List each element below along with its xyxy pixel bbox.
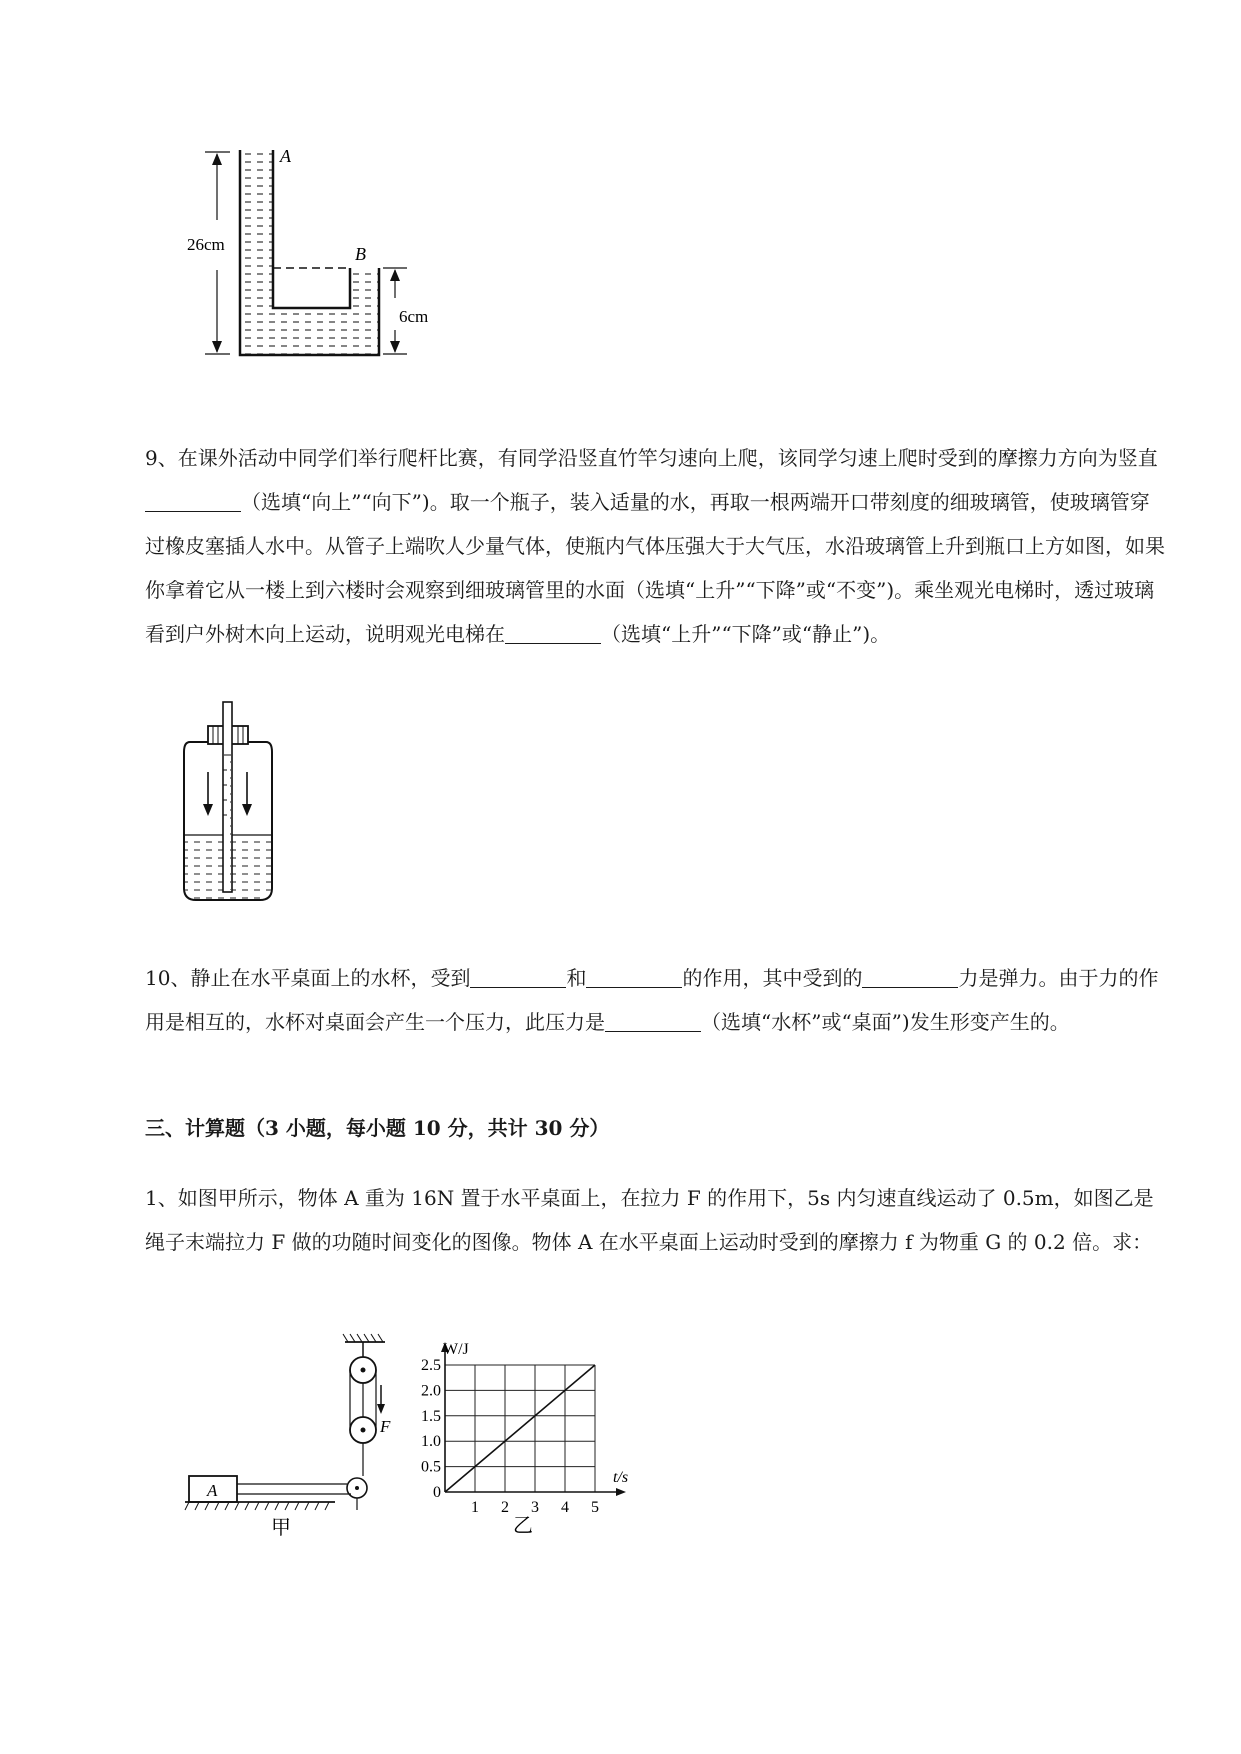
- x-tick-label: 4: [561, 1499, 569, 1516]
- calc-question-1: [145, 1176, 1165, 1264]
- section-3-title: 三、计算题（3 小题，每小题 10 分，共计 30 分）: [145, 1116, 610, 1140]
- work-time-chart: [395, 1340, 635, 1540]
- q9-blank-2: [505, 621, 601, 644]
- x-axis-arrow: [616, 1488, 626, 1496]
- q9-text-2: （选填“向上”“向下”)。取一个瓶子，装入适量的水，再取一根两端开口带刻度的细玻璃管，使玻璃管穿过橡皮塞插人水中。从管子上端吹人少量气体，使瓶内气体压强大于大气压，水沿玻璃管上升到瓶口上方如图，如果你拿着它从一楼上到六楼时会观察到细玻璃管里的水面: [145, 490, 1165, 602]
- y-tick-label: 1.5: [421, 1407, 441, 1425]
- q10-text-4: 力是弹力。由于力的作用是相互的，水杯对桌面会产生一个压力，此压力是: [145, 966, 1159, 1034]
- q10-text-2: 和: [566, 966, 587, 990]
- chart-x-axis-label: t/s: [613, 1469, 629, 1486]
- x-tick-label: 1: [471, 1499, 479, 1516]
- label-6cm: 6cm: [399, 307, 429, 326]
- q10-text-1: 10、静止在水平桌面上的水杯，受到: [145, 966, 471, 990]
- bottle-figure: [180, 710, 280, 910]
- q10-blank-3: [862, 965, 958, 988]
- label-26cm: 26cm: [187, 235, 225, 254]
- u-tube-figure: [187, 146, 465, 405]
- y-tick-label: 2.0: [421, 1382, 441, 1400]
- y-tick-label: 2.5: [421, 1357, 441, 1374]
- chart-y-axis-label: W/J: [443, 1341, 469, 1358]
- q9-blank-1: [145, 489, 241, 512]
- q9-text-1: 9、在课外活动中同学们举行爬杆比赛，有同学沿竖直竹竿匀速向上爬，该同学匀速上爬时受到的摩擦力方向为竖直: [145, 446, 1158, 470]
- calc-q1-text: 1、如图甲所示，物体 A 重为 16N 置于水平桌面上，在拉力 F 的作用下，5s 内匀速直线运动了 0.5m，如图乙是绳子末端拉力 F 做的功随时间变化的图像。物体 A 在水平桌面上运动时受到的摩擦力 f 为物重 G 的 0.2 倍。求：: [145, 1186, 1154, 1254]
- q10-text-3: 的作用，其中受到的: [682, 966, 863, 990]
- chart-series: [445, 1365, 595, 1492]
- x-tick-label: 2: [501, 1499, 509, 1516]
- y-tick-label: 0.5: [421, 1458, 441, 1476]
- section-3-heading: [145, 1106, 1165, 1150]
- label-b: B: [355, 244, 366, 264]
- question-9: [145, 436, 1165, 656]
- series-line: [445, 1365, 595, 1492]
- question-10: [145, 956, 1165, 1044]
- force-label: F: [380, 1417, 391, 1436]
- q10-blank-1: [470, 965, 566, 988]
- pulley-figure: [185, 1330, 391, 1540]
- figure-jia-caption: 甲: [271, 1517, 291, 1539]
- tube-inner-wall: [273, 150, 350, 308]
- q10-blank-4: [605, 1009, 701, 1032]
- chart-caption: 乙: [513, 1515, 533, 1537]
- q9-text-3: （选填“上升”“下降”或“不变”)。乘坐观光电梯时，透过玻璃看到户外树木向上运动，说明观光电梯在: [145, 578, 1155, 646]
- label-a: A: [280, 146, 291, 166]
- y-tick-label: 0: [433, 1484, 441, 1501]
- q10-text-5: （选填“水杯”或“桌面”)发生形变产生的。: [701, 1010, 1070, 1034]
- x-tick-label: 5: [591, 1499, 599, 1516]
- q9-text-4: （选填“上升”“下降”或“静止”)。: [601, 622, 891, 646]
- x-tick-label: 3: [531, 1499, 539, 1516]
- y-tick-label: 1.0: [421, 1433, 441, 1451]
- block-label: A: [207, 1481, 218, 1500]
- q10-blank-2: [586, 965, 682, 988]
